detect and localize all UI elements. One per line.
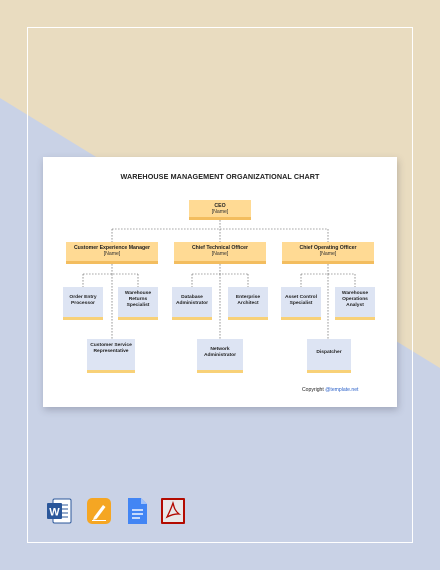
manager-title: Customer Experience Manager xyxy=(73,245,151,251)
manager-box-customer-experience xyxy=(66,242,158,264)
google-docs-icon[interactable] xyxy=(124,497,150,525)
staff-box-enterprise-architect xyxy=(228,287,268,320)
staff-title: Database Administrator xyxy=(175,295,209,306)
staff-title: Customer Service Representative xyxy=(90,343,132,354)
staff-box-customer-service xyxy=(87,339,135,373)
staff-box-warehouse-returns xyxy=(118,287,158,320)
manager-box-chief-operating xyxy=(282,242,374,264)
copyright-text xyxy=(302,387,358,393)
pdf-icon[interactable] xyxy=(160,497,186,525)
staff-title: Warehouse Operations Analyst xyxy=(341,291,369,308)
template-link[interactable]: @template.net xyxy=(325,387,359,393)
staff-title: Asset Control Specialist xyxy=(284,295,318,306)
word-icon-letter: W xyxy=(49,506,60,519)
staff-title: Order Entry Processor xyxy=(69,295,97,306)
staff-box-order-entry xyxy=(63,287,103,320)
staff-box-network-admin xyxy=(197,339,243,373)
staff-title: Warehouse Returns Specialist xyxy=(124,291,152,308)
staff-box-database-admin xyxy=(172,287,212,320)
pages-icon[interactable] xyxy=(86,497,112,525)
staff-box-asset-control xyxy=(281,287,321,320)
staff-title: Dispatcher xyxy=(316,350,342,355)
manager-name: [Name] xyxy=(211,251,229,258)
staff-title: Enterprise Architect xyxy=(235,295,261,306)
copyright-label: Copyright xyxy=(302,387,324,393)
ceo-box xyxy=(189,200,251,220)
staff-box-dispatcher xyxy=(307,339,351,373)
word-icon[interactable] xyxy=(46,497,72,525)
org-chart-sheet xyxy=(43,157,397,407)
chart-title: WAREHOUSE MANAGEMENT ORGANIZATIONAL CHART xyxy=(120,172,320,181)
ceo-title: CEO xyxy=(214,203,226,209)
ceo-name: [Name] xyxy=(211,209,229,216)
manager-name: [Name] xyxy=(319,251,337,258)
manager-title: Chief Operating Officer xyxy=(299,245,357,251)
staff-box-warehouse-operations xyxy=(335,287,375,320)
staff-title: Network Administrator xyxy=(203,347,237,358)
manager-title: Chief Technical Officer xyxy=(191,245,249,251)
manager-box-chief-technical xyxy=(174,242,266,264)
manager-name: [Name] xyxy=(103,251,121,258)
